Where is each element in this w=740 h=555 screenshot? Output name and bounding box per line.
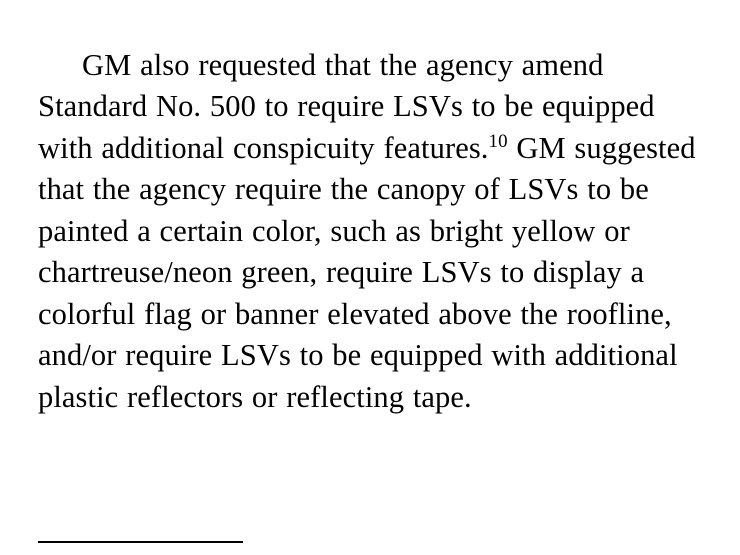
paragraph-text-part-one: GM also requested that the agency amend Standard No. 500 to require LSVs to be equipped with additional conspicuity features. <box>38 47 655 165</box>
paragraph-text-part-two: GM suggested that the agency require the canopy of LSVs to be painted a certain color, such as bright yellow or chartreuse/neon green, require LSVs to display a colorful flag or banner elevated above the roofline, and/or require LSVs to be equipped with additional plastic reflectors or reflecting tape. <box>38 130 696 414</box>
body-paragraph <box>38 45 712 419</box>
footnote-reference-marker[interactable]: 10 <box>488 130 508 152</box>
footnote-separator-rule <box>38 541 243 543</box>
